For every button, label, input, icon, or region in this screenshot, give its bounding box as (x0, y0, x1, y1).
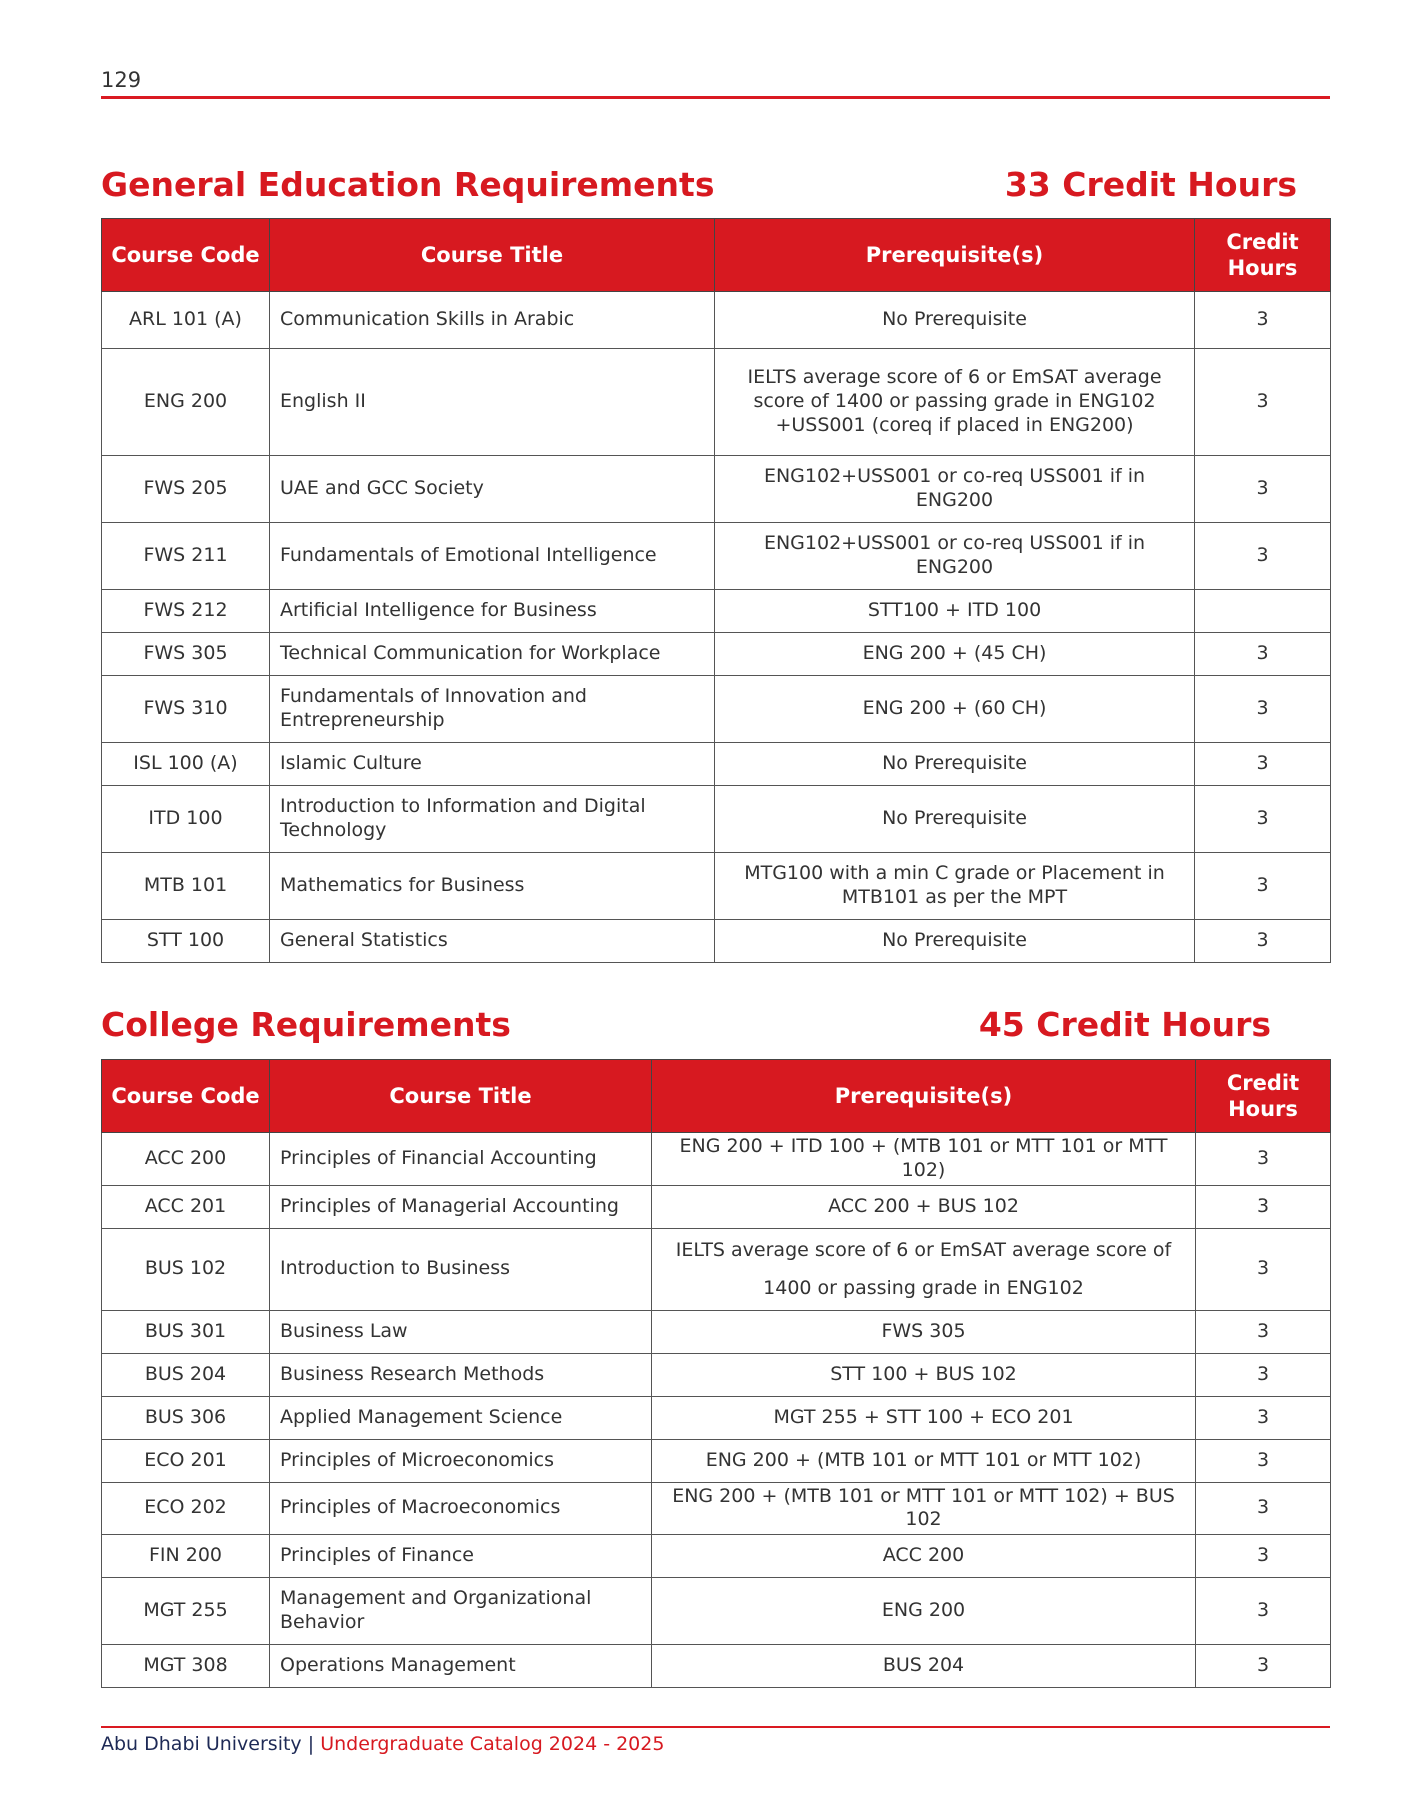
gen-ed-header-row (102, 219, 1331, 292)
course-code: ITD 100 (102, 786, 270, 853)
gen-ed-credit-total: 33 Credit Hours (1004, 164, 1297, 204)
course-code: MGT 308 (102, 1645, 270, 1688)
prerequisite: No Prerequisite (715, 292, 1195, 349)
college-heading (101, 1002, 1271, 1046)
course-code: FWS 310 (102, 676, 270, 743)
credit-hours: 3 (1195, 633, 1331, 676)
course-title: Principles of Finance (270, 1535, 652, 1578)
prerequisite: ENG 200 + (MTB 101 or MTT 101 or MTT 102) (652, 1439, 1196, 1482)
college-credit-total: 45 Credit Hours (978, 1004, 1271, 1044)
prerequisite: STT100 + ITD 100 (715, 590, 1195, 633)
prerequisite: ENG 200 + (MTB 101 or MTT 101 or MTT 102) + BUS 102 (652, 1482, 1196, 1535)
course-title: Islamic Culture (270, 743, 715, 786)
course-title: Business Law (270, 1310, 652, 1353)
column-header-prerequisites: Prerequisite(s) (652, 1060, 1196, 1133)
prerequisite: No Prerequisite (715, 743, 1195, 786)
table-row (102, 349, 1331, 456)
page-number: 129 (101, 68, 142, 92)
course-code: MGT 255 (102, 1578, 270, 1645)
course-title: Principles of Microeconomics (270, 1439, 652, 1482)
course-code: FWS 211 (102, 523, 270, 590)
prerequisite: ENG102+USS001 or co-req USS001 if in ENG200 (715, 523, 1195, 590)
credit-hours: 3 (1196, 1439, 1331, 1482)
header-rule (101, 96, 1330, 99)
course-title: Applied Management Science (270, 1396, 652, 1439)
credit-hours: 3 (1195, 676, 1331, 743)
prerequisite: ENG 200 + (60 CH) (715, 676, 1195, 743)
credit-hours: 3 (1195, 920, 1331, 963)
table-row (102, 1482, 1331, 1535)
table-row (102, 1439, 1331, 1482)
course-title: UAE and GCC Society (270, 456, 715, 523)
course-code: ECO 201 (102, 1439, 270, 1482)
table-row (102, 743, 1331, 786)
table-row (102, 1228, 1331, 1310)
credit-hours: 3 (1195, 292, 1331, 349)
course-code: ENG 200 (102, 349, 270, 456)
table-row (102, 1535, 1331, 1578)
course-title: Communication Skills in Arabic (270, 292, 715, 349)
table-row (102, 786, 1331, 853)
course-title: Management and Organizational Behavior (270, 1578, 652, 1645)
prerequisite: FWS 305 (652, 1310, 1196, 1353)
credit-hours: 3 (1196, 1353, 1331, 1396)
credit-hours: 3 (1195, 743, 1331, 786)
course-code: FWS 305 (102, 633, 270, 676)
course-code: ISL 100 (A) (102, 743, 270, 786)
course-title: English II (270, 349, 715, 456)
prerequisite: ENG102+USS001 or co-req USS001 if in ENG200 (715, 456, 1195, 523)
course-title: Business Research Methods (270, 1353, 652, 1396)
column-header-course-title: Course Title (270, 219, 715, 292)
prerequisite: ACC 200 + BUS 102 (652, 1185, 1196, 1228)
course-code: FWS 205 (102, 456, 270, 523)
course-code: BUS 301 (102, 1310, 270, 1353)
column-header-course-code: Course Code (102, 1060, 270, 1133)
prerequisite: No Prerequisite (715, 920, 1195, 963)
prerequisite: MGT 255 + STT 100 + ECO 201 (652, 1396, 1196, 1439)
college-header-row (102, 1060, 1331, 1133)
course-title: Principles of Financial Accounting (270, 1133, 652, 1186)
prerequisite: ENG 200 (652, 1578, 1196, 1645)
credit-hours: 3 (1196, 1133, 1331, 1186)
footer-rule (101, 1726, 1330, 1728)
footer-separator: | (307, 1733, 315, 1755)
course-title: Introduction to Business (270, 1228, 652, 1310)
gen-ed-title: General Education Requirements (101, 164, 715, 204)
credit-hours: 3 (1195, 786, 1331, 853)
course-code: FIN 200 (102, 1535, 270, 1578)
column-header-credit-hours: Credit Hours (1195, 219, 1331, 292)
prerequisite: STT 100 + BUS 102 (652, 1353, 1196, 1396)
credit-hours: 3 (1196, 1578, 1331, 1645)
column-header-course-title: Course Title (270, 1060, 652, 1133)
table-row (102, 1578, 1331, 1645)
course-title: General Statistics (270, 920, 715, 963)
credit-hours: 3 (1196, 1645, 1331, 1688)
table-row (102, 590, 1331, 633)
gen-ed-table (101, 218, 1331, 963)
table-row (102, 1310, 1331, 1353)
course-code: ACC 201 (102, 1185, 270, 1228)
course-code: ECO 202 (102, 1482, 270, 1535)
college-table (101, 1059, 1331, 1688)
footer-university: Abu Dhabi University (101, 1733, 302, 1755)
course-title: Principles of Macroeconomics (270, 1482, 652, 1535)
column-header-credit-hours: Credit Hours (1196, 1060, 1331, 1133)
course-title: Technical Communication for Workplace (270, 633, 715, 676)
footer (101, 1733, 664, 1755)
credit-hours: 3 (1195, 853, 1331, 920)
table-row (102, 1133, 1331, 1186)
credit-hours: 3 (1196, 1535, 1331, 1578)
table-row (102, 1185, 1331, 1228)
course-code: ACC 200 (102, 1133, 270, 1186)
course-code: BUS 204 (102, 1353, 270, 1396)
table-row (102, 676, 1331, 743)
prerequisite: BUS 204 (652, 1645, 1196, 1688)
column-header-course-code: Course Code (102, 219, 270, 292)
course-code: ARL 101 (A) (102, 292, 270, 349)
table-row (102, 292, 1331, 349)
credit-hours: 3 (1196, 1482, 1331, 1535)
credit-hours: 3 (1196, 1310, 1331, 1353)
credit-hours: 3 (1196, 1228, 1331, 1310)
credit-hours: 3 (1195, 523, 1331, 590)
credit-hours: 3 (1196, 1396, 1331, 1439)
course-code: BUS 306 (102, 1396, 270, 1439)
course-code: FWS 212 (102, 590, 270, 633)
course-title: Operations Management (270, 1645, 652, 1688)
prerequisite: ENG 200 + ITD 100 + (MTB 101 or MTT 101 or MTT 102) (652, 1133, 1196, 1186)
college-title: College Requirements (101, 1004, 511, 1044)
course-title: Fundamentals of Innovation and Entrepreneurship (270, 676, 715, 743)
prerequisite: MTG100 with a min C grade or Placement in MTB101 as per the MPT (715, 853, 1195, 920)
course-title: Fundamentals of Emotional Intelligence (270, 523, 715, 590)
gen-ed-heading (101, 162, 1297, 206)
course-code: MTB 101 (102, 853, 270, 920)
credit-hours: 3 (1196, 1185, 1331, 1228)
credit-hours: 3 (1195, 456, 1331, 523)
course-title: Principles of Managerial Accounting (270, 1185, 652, 1228)
footer-catalog: Undergraduate Catalog 2024 - 2025 (320, 1733, 665, 1755)
credit-hours: 3 (1195, 349, 1331, 456)
course-title: Artificial Intelligence for Business (270, 590, 715, 633)
table-row (102, 1396, 1331, 1439)
table-row (102, 1645, 1331, 1688)
credit-hours (1195, 590, 1331, 633)
table-row (102, 1353, 1331, 1396)
course-code: BUS 102 (102, 1228, 270, 1310)
table-row (102, 456, 1331, 523)
prerequisite: IELTS average score of 6 or EmSAT average score of 1400 or passing grade in ENG102 (652, 1228, 1196, 1310)
table-row (102, 633, 1331, 676)
course-code: STT 100 (102, 920, 270, 963)
course-title: Mathematics for Business (270, 853, 715, 920)
prerequisite: IELTS average score of 6 or EmSAT average score of 1400 or passing grade in ENG102 +USS001 (coreq if placed in ENG200) (715, 349, 1195, 456)
prerequisite: ENG 200 + (45 CH) (715, 633, 1195, 676)
table-row (102, 920, 1331, 963)
table-row (102, 523, 1331, 590)
table-row (102, 853, 1331, 920)
column-header-prerequisites: Prerequisite(s) (715, 219, 1195, 292)
prerequisite: ACC 200 (652, 1535, 1196, 1578)
prerequisite: No Prerequisite (715, 786, 1195, 853)
course-title: Introduction to Information and Digital Technology (270, 786, 715, 853)
